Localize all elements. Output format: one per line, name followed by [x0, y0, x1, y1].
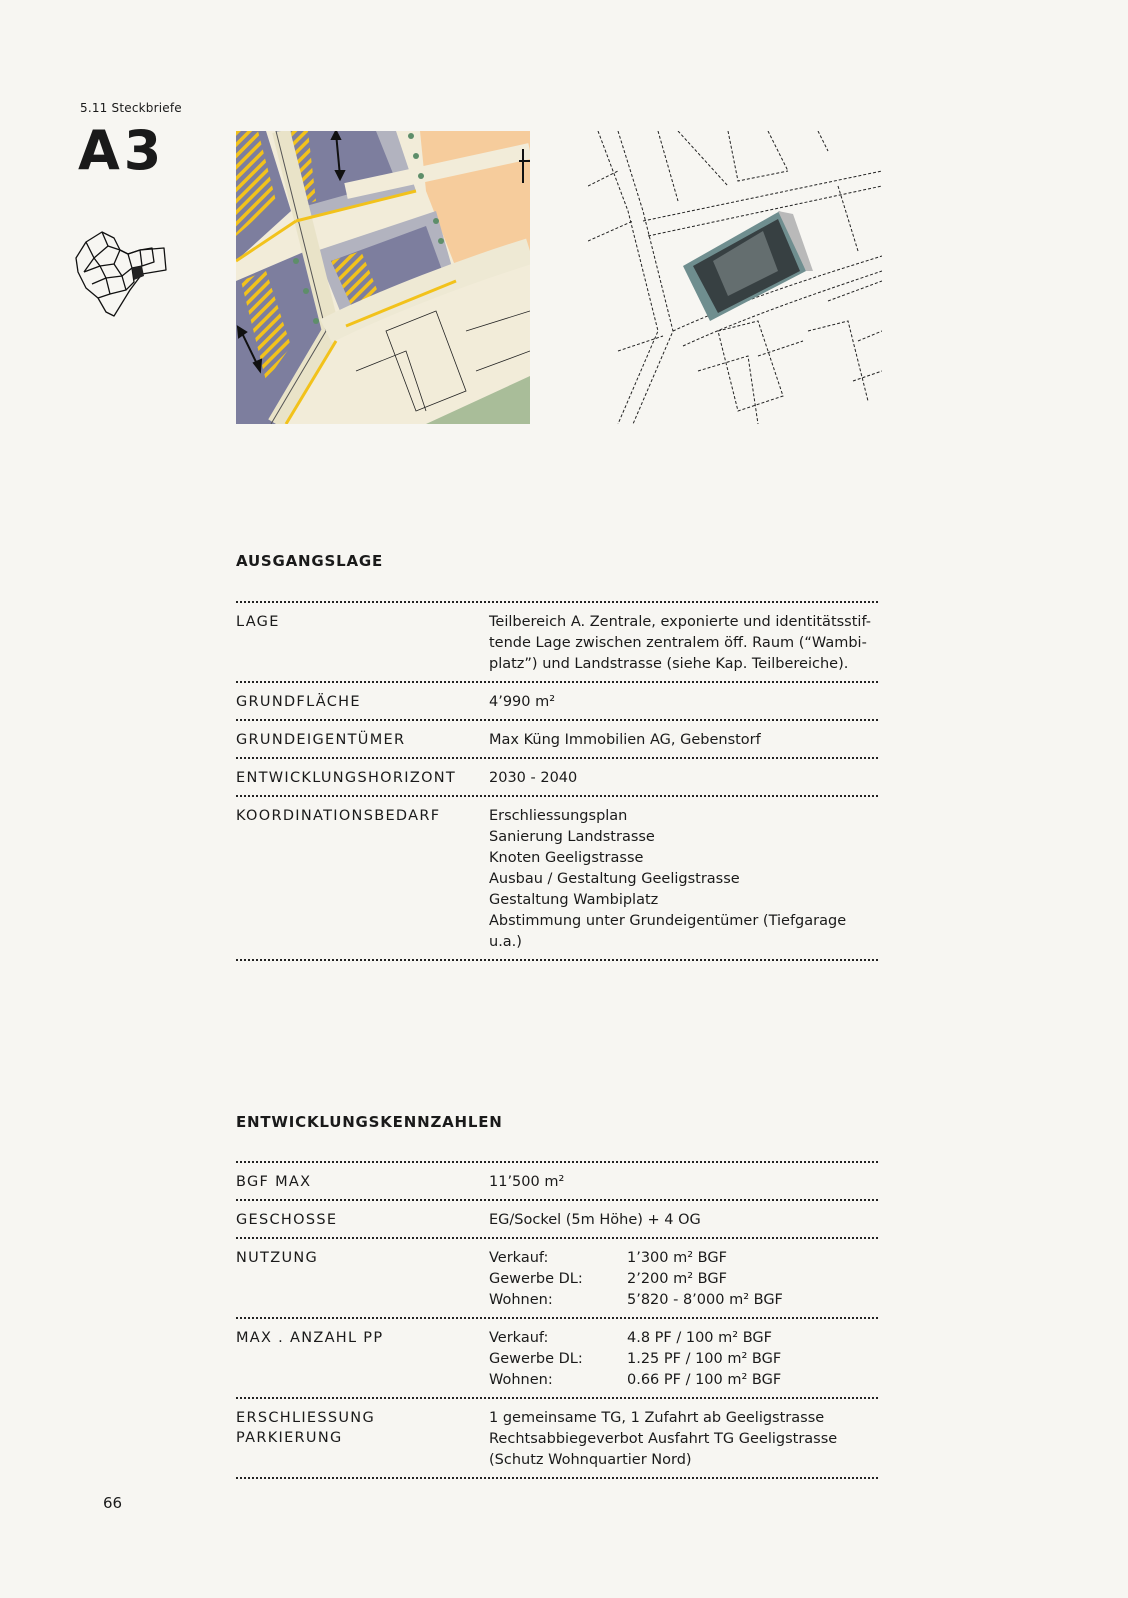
key-line: ERSCHLIESSUNG [236, 1410, 375, 1426]
pair-label: Wohnen: [489, 1292, 553, 1308]
text-line: Abstimmung unter Grundeigentümer (Tiefgarage u.a.) [489, 913, 847, 950]
row-value-entwicklungshorizont [489, 768, 878, 789]
row-key-koordinationsbedarf: KOORDINATIONSBEDARF [236, 808, 441, 824]
page-number: 66 [103, 1494, 123, 1512]
key-line: PARKIERUNG [236, 1430, 343, 1446]
text-line: 2030 - 2040 [489, 770, 578, 786]
table-row [236, 603, 878, 683]
text-line: Max Küng Immobilien AG, Gebenstorf [489, 732, 761, 748]
kennzahlen-table [236, 1161, 878, 1479]
row-value-grundflaeche [489, 692, 878, 713]
text-line: Erschliessungsplan [489, 808, 628, 824]
pair-value: 5’820 - 8’000 m² BGF [627, 1292, 783, 1308]
zoning-plan-map [236, 131, 530, 424]
row-key-bgf: BGF MAX [236, 1174, 312, 1190]
row-value-pp [489, 1328, 878, 1391]
row-key-nutzung: NUTZUNG [236, 1250, 319, 1266]
row-value-geschosse: EG/Sockel (5m Höhe) + 4 OG [489, 1212, 701, 1228]
table-row [236, 1201, 878, 1239]
row-key-pp: MAX . ANZAHL PP [236, 1330, 384, 1346]
table-row [236, 797, 878, 961]
table-row [236, 1319, 878, 1399]
text-line: Sanierung Landstrasse [489, 829, 655, 845]
ausgangslage-heading: AUSGANGSLAGE [236, 552, 384, 570]
text-line: (Schutz Wohnquartier Nord) [489, 1452, 692, 1468]
kennzahlen-heading: ENTWICKLUNGSKENNZAHLEN [236, 1113, 503, 1131]
site-keymap-icon [72, 228, 170, 320]
row-key-erschliessung [236, 1408, 489, 1471]
text-line: 1 gemeinsame TG, 1 Zufahrt ab Geeligstrasse [489, 1410, 825, 1426]
text-line: 4’990 m² [489, 694, 556, 710]
pair-value: 1’300 m² BGF [627, 1250, 727, 1266]
row-value-koordinationsbedarf [489, 806, 878, 953]
building-volume-map [588, 131, 882, 424]
row-key-lage: LAGE [236, 614, 280, 630]
table-row [236, 1399, 878, 1479]
table-row [236, 759, 878, 797]
text-line: Teilbereich A. Zentrale, exponierte und identitätsstif- [489, 614, 871, 630]
row-value-grundeigentuemer [489, 730, 878, 751]
row-key-grundflaeche: GRUNDFLÄCHE [236, 694, 361, 710]
plot-code-title: A3 [78, 119, 166, 182]
table-row [236, 1163, 878, 1201]
pair-value: 1.25 PF / 100 m² BGF [627, 1351, 782, 1367]
row-key-entwicklungshorizont: ENTWICKLUNGSHORIZONT [236, 770, 457, 786]
pair-value: 2’200 m² BGF [627, 1271, 727, 1287]
section-label: 5.11 Steckbriefe [80, 101, 182, 115]
pair-label: Wohnen: [489, 1372, 553, 1388]
row-key-geschosse: GESCHOSSE [236, 1212, 338, 1228]
pair-value: 0.66 PF / 100 m² BGF [627, 1372, 782, 1388]
row-value-nutzung [489, 1248, 878, 1311]
pair-label: Gewerbe DL: [489, 1351, 583, 1367]
pair-label: Verkauf: [489, 1250, 549, 1266]
text-line: Knoten Geeligstrasse [489, 850, 644, 866]
table-row [236, 721, 878, 759]
text-line: Ausbau / Gestaltung Geeligstrasse [489, 871, 740, 887]
row-value-lage [489, 612, 878, 675]
row-value-bgf: 11’500 m² [489, 1174, 565, 1190]
row-value-erschliessung [489, 1408, 878, 1471]
ausgangslage-table [236, 601, 878, 961]
text-line: tende Lage zwischen zentralem öff. Raum (“Wambi- [489, 635, 867, 651]
table-row [236, 683, 878, 721]
row-key-grundeigentuemer: GRUNDEIGENTÜMER [236, 732, 406, 748]
pair-label: Gewerbe DL: [489, 1271, 583, 1287]
text-line: platz”) und Landstrasse (siehe Kap. Teilbereiche). [489, 656, 849, 672]
pair-value: 4.8 PF / 100 m² BGF [627, 1330, 772, 1346]
table-row [236, 1239, 878, 1319]
pair-label: Verkauf: [489, 1330, 549, 1346]
text-line: Rechtsabbiegeverbot Ausfahrt TG Geeligstrasse [489, 1431, 838, 1447]
text-line: Gestaltung Wambiplatz [489, 892, 659, 908]
